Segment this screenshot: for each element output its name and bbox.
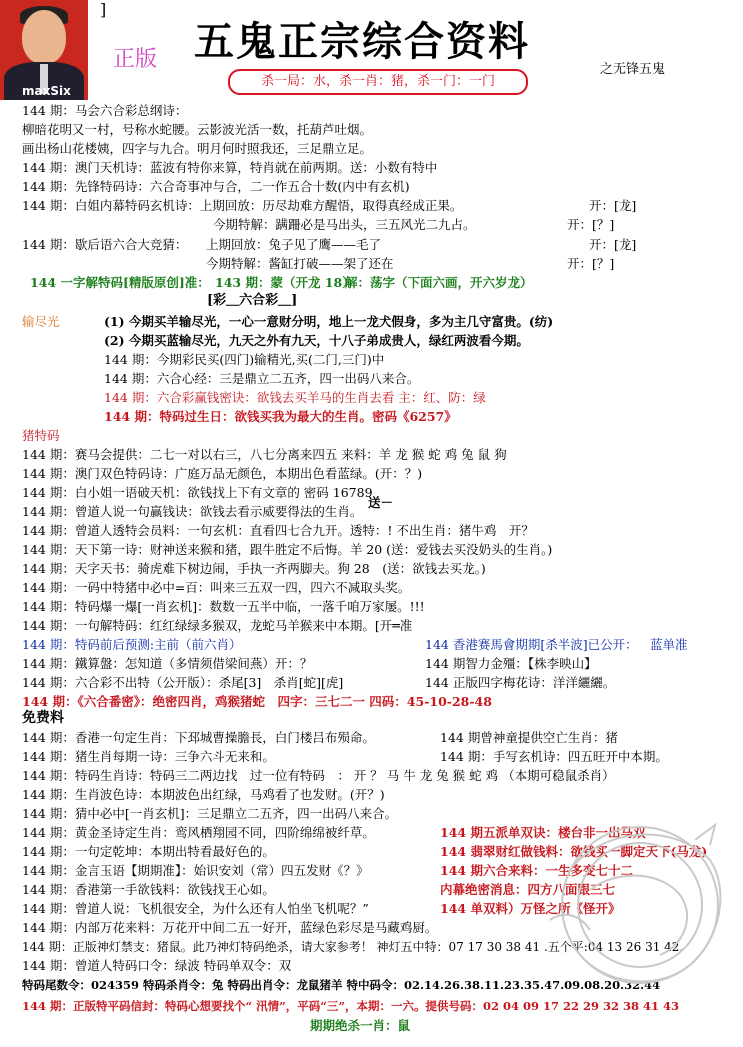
text-line: 144 期：一句定乾坤：本期出特看最好色的。 (22, 844, 275, 859)
text-line: 144 期：一句解特码：红红绿绿多猴双，龙蛇马羊猴来中本期。[开═准 (22, 618, 413, 633)
result-tag: 开：[？] (567, 217, 615, 232)
text-line: 144 期曾神童提供空亡生肖：猪 (440, 730, 618, 745)
text-line: 144 期：香港一句定生肖：下邳城曹操膽長，白门楼吕布殒命。 (22, 730, 375, 745)
result-tag: 开：[龙] (589, 198, 637, 213)
result-tag: 开：[龙] (589, 237, 637, 252)
avatar-label: maxSix (22, 84, 71, 98)
text-line: 143 期：蒙（开龙 18） (215, 275, 355, 290)
text-line: (2) 今期买蓝输尽光，九天之外有九天，十八子弟成贵人，绿红两波看今期。 (104, 333, 529, 348)
text-line: 144 期：澳门天机诗：蓝波有特你来算，特肖就在前两期。送：小数有特中 (22, 160, 438, 175)
text-line: 144 期：香港第一手欲钱料：欲钱找王心如。 (22, 882, 275, 897)
text-line: 144 一字解特码[精版原创]准： (30, 275, 210, 290)
text-line: 特码尾数令：024359 特码杀肖令：兔 特码出肖令：龙鼠猪羊 特中码令：02.14.26.38.11.23.35.47.09.08.20.32.44 (22, 978, 661, 992)
text-line: 144 期六合来料：一生多变七十二 (440, 863, 633, 878)
text-line: 144 期：歇后语六合大竞猜： (22, 237, 188, 252)
text-line: 上期回放：兔子见了鹰——毛了 (206, 237, 382, 252)
text-line: 144 期：先锋特码诗：六合奇事冲与合，二一作五合十数(内中有玄机) (22, 179, 410, 194)
text-line: 144 期：内部万花来料：万花开中间二五一好开，蓝绿色彩尽是马藏鸡厨。 (22, 920, 438, 935)
author-avatar (0, 0, 88, 100)
text-line: 144 期：金言玉语【期期准】：始识安刘（常）四五发财《？》 (22, 863, 369, 878)
text-line: 144 期：六合彩不出特（公开版）：杀尾[3] 杀肖[蛇][虎] (22, 675, 344, 690)
text-line: 144 期：《六合番密》：绝密四肖，鸡猴猪蛇 四字：三七二一 四码：45-10-28-48 (22, 694, 492, 709)
text-line: 今期特解：酱缸打破——架了还在 (206, 256, 394, 271)
page-title: 五鬼正宗综合资料 (194, 18, 530, 65)
text-line: 144 期：生肖波色诗：本期波色出红绿，马鸡看了也发财。(开？) (22, 787, 385, 802)
text-line: 蓝单准 (650, 637, 688, 652)
text-line: 144 香港赛馬會期期[杀半波]已公开： (425, 637, 638, 652)
text-line: 144 期：特码爆一爆[一肖玄机]：数数一五半中临，一落千咱万家屡。!!! (22, 599, 425, 614)
text-line: 144 期：鐵算盤：怎知道（多情须借梁间燕）开：？ (22, 656, 313, 671)
section-heading: 输尽光 (22, 314, 60, 329)
text-line: 期期绝杀一肖：鼠 (310, 1018, 411, 1033)
text-line: 144 期：曾道人特码口令：绿波 特码单双令：双 (22, 958, 292, 973)
text-line: 解：荡字（下面六画，开六岁龙） (345, 275, 533, 290)
edition-badge: 正版 (113, 47, 158, 72)
dragon-watermark-icon (520, 800, 740, 1000)
text-line: 144 期智力金殭：【株李映山】 (425, 656, 597, 671)
text-line: 144 期：天字天书：骑虎难下树边闹，手执一齐两脚夫。狗 28 (送：欲钱去买龙。) (22, 561, 486, 576)
text-line: (1) 今期买羊输尽光，一心一意财分明，地上一龙犬假身，多为主几守富贵。(纺) (104, 314, 554, 329)
text-line: 144 期：六合彩赢钱密诀：欲钱去买羊马的生肖去看 主：红、防：绿 (104, 390, 486, 405)
text-line: 144 期：今期彩民买(四门)输精光,买(二门,三门)中 (104, 352, 385, 367)
text-line: 144 期：黄金圣诗定生肖：鸾风栖翔园不同，四阶绵绵被纤草。 (22, 825, 375, 840)
text-line: 144 单双料）万怪之所《怪开》 (440, 901, 621, 916)
text-line: 内幕绝密消息：四方八面跟三七 (440, 882, 616, 897)
author-name: 之无锋五鬼 (600, 62, 666, 77)
text-line: 144 期：天下第一诗：财神送来猴和猪，跟牛胜定不后悔。羊 20 (送：爱钱去买没奶头的生肖。) (22, 542, 553, 557)
corner-mark: ] (100, 0, 107, 19)
text-line: 144 期：马会六合彩总纲诗： (22, 103, 188, 118)
text-line: 144 期：特码过生日：欲钱买我为最大的生肖。密码《6257》 (104, 409, 457, 424)
result-tag: 开：[？] (567, 256, 615, 271)
text-line: 144 期：六合心经：三是鼎立二五齐，四一出码八来合。 (104, 371, 420, 386)
text-line: 144 期：正版特平码信封：特码心想要找个“ 汛情”，平码“三”，本期：一六。提供号码：02 04 09 17 22 29 32 38 41 43 (22, 999, 680, 1013)
text-line: 144 期：正版神灯禁支：猪鼠。此乃神灯特码绝杀，请大家参考！ 神灯五中特：07 17 30 38 41 .五个平:04 13 26 31 42. (22, 940, 684, 954)
text-line: 144 期：手写玄机诗：四五旺开中本期。 (440, 749, 668, 764)
text-line: 144 期：白姐内幕特码玄机诗：上期回放：历尽劫难方醒悟，取得真经成正果。 (22, 198, 463, 213)
text-line: 144 期：赛马会提供：二七一对以右三，八七分离来四五 来料：羊 龙 猴 蛇 鸡 兔 鼠 狗 (22, 447, 507, 462)
text-line: 144 期：白小姐一语破天机：欲钱找上下有文章的 密码 16789 (22, 485, 373, 500)
text-line: 144 期：曾道人透特会员料：一句玄机：直看四七合九开。透特：! 不出生肖：猪牛鸡 开？ (22, 523, 534, 538)
text-line: 144 正版四字梅花诗：洋洋纚纚。 (425, 675, 616, 690)
text-line: 画出杨山花楼姨，四字与九合。明月何时照我还，三足鼎立足。 (22, 141, 373, 156)
text-line: 144 期：特码生肖诗：特码三二两边找 过一位有特码 ： 开 ？ 马 牛 龙 兔 猴 蛇 鸡 （本期可稳鼠杀肖） (22, 768, 615, 783)
section-heading: 猪特码 (22, 428, 60, 443)
kill-summary-banner: 杀一局：水，杀一肖：猪，杀一门：一门 (228, 69, 528, 95)
avatar-face (22, 10, 66, 64)
text-line: 144 期：曾道人说一句赢钱诀：欲钱去看示威要得法的生肖。 (22, 504, 363, 519)
text-line: 144 期：特码前后预测:主前（前六肖） (22, 637, 242, 652)
text-line: 144 翡翠财红做钱料：欲钱买一脚定天下(马龙) (440, 844, 708, 859)
text-line: 送－ (368, 495, 394, 510)
text-line: 144 期：一码中特猪中必中=百：叫来三五双一四，四六不减取头奖。 (22, 580, 411, 595)
text-line: 今期特解：蹒跚必是马出头，三五风光二九占。 (213, 217, 476, 232)
text-line: 144 期：曾道人说：飞机很安全，为什么还有人怕坐飞机呢？” (22, 901, 369, 916)
text-line: 柳暗花明又一村，号称水蛇腰。云影波光活一数，托葫芦吐烟。 (22, 122, 373, 137)
text-line: 144 期：猪生肖每期一诗：三争六斗无来和。 (22, 749, 275, 764)
text-line: 144 期：澳门双色特码诗：广庭万品无颜色，本期出色看蓝绿。(开：？) (22, 466, 423, 481)
site-watermark: [彩＿六合彩＿] (207, 293, 298, 308)
text-line: 144 期五派单双诀：楼台非一出马双 (440, 825, 646, 840)
text-line: 144 期：猜中必中[一肖玄机]：三足鼎立二五齐，四一出码八来合。 (22, 806, 398, 821)
section-heading: 免费料 (22, 710, 64, 726)
